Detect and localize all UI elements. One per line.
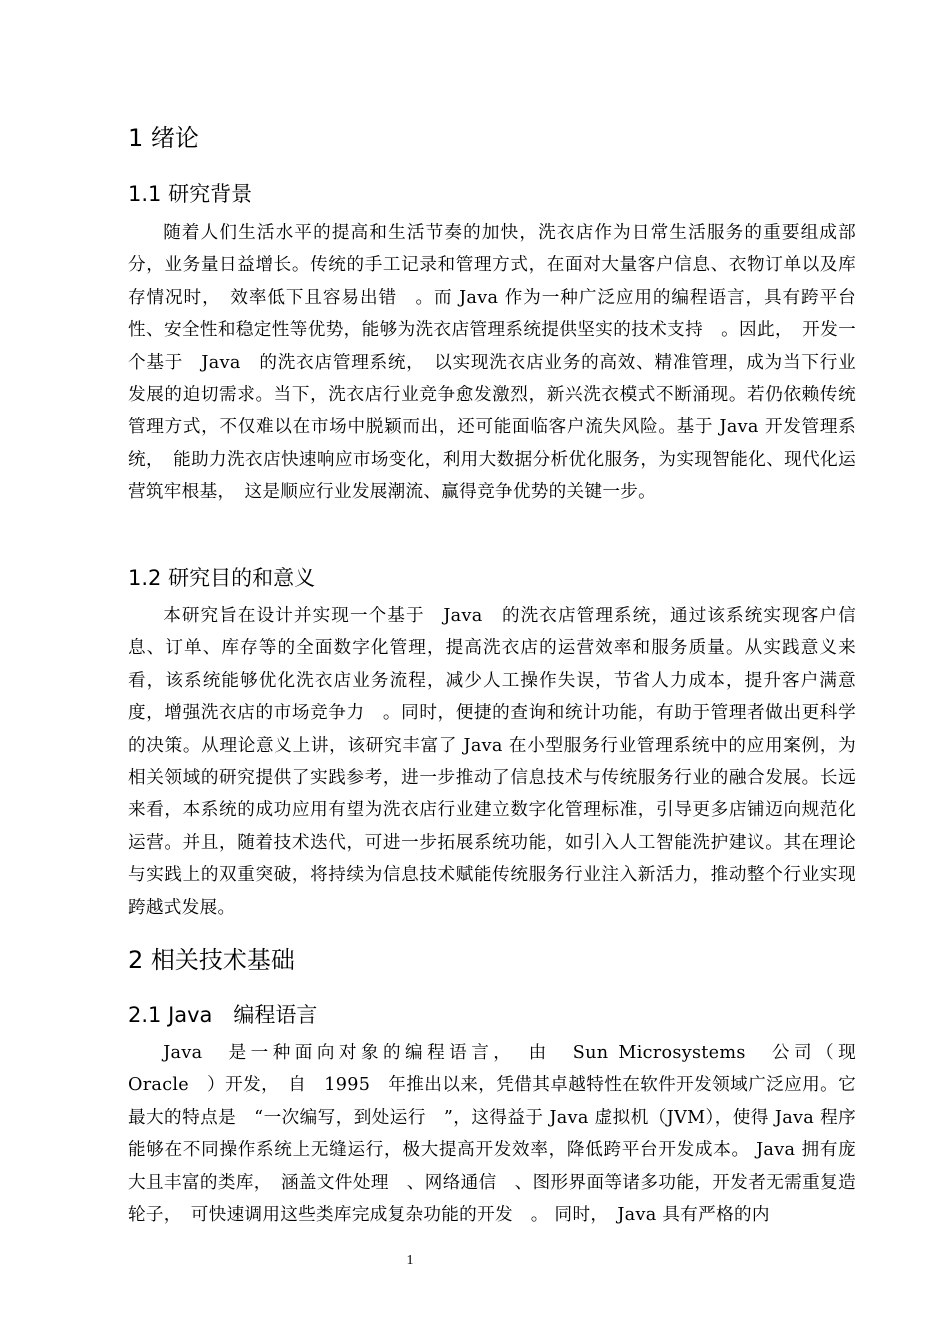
section-2-1-paragraph: Java 是一种面向对象的编程语言， 由 Sun Microsystems 公司（现 Oracle ）开发， 自 1995 年推出以来，凭借其卓越特性在软件开发领域广泛应用。它最大的特点是 “一次编写，到处运行 ”，这得益于 Java 虚拟机（JVM），使得 Java 程序能够在不同操作系统上无缝运行，极大提高开发效率，降低跨平台开发成本。 Java 拥有庞大且丰富的类库， 涵盖文件处理 、网络通信 、图形界面等诸多功能，开发者无需重复造轮子， 可快速调用这些类库完成复杂功能的开发 。 同时， Java 具有严格的内 (128, 1043, 874, 1226)
section-1-1-heading: 1.1 研究背景 (128, 182, 253, 206)
chapter-2-heading: 2 相关技术基础 (128, 946, 295, 974)
chapter-1-heading: 1 绪论 (128, 124, 199, 152)
section-1-2-heading: 1.2 研究目的和意义 (128, 566, 316, 590)
section-1-1-paragraph: 随着人们生活水平的提高和生活节奏的加快，洗衣店作为日常生活服务的重要组成部分，业务量日益增长。传统的手工记录和管理方式，在面对大量客户信息、衣物订单以及库存情况时， 效率低下且容易出错 。而 Java 作为一种广泛应用的编程语言，具有跨平台性、安全性和稳定性等优势，能够为洗衣店管理系统提供坚实的技术支持 。因此， 开发一个基于 Java 的洗衣店管理系统， 以实现洗衣店业务的高效、精准管理，成为当下行业发展的迫切需求。当下，洗衣店行业竞争愈发激烈，新兴洗衣模式不断涌现。若仍依赖传统管理方式，不仅难以在市场中脱颖而出，还可能面临客户流失风险。基于 Java 开发管理系统， 能助力洗衣店快速响应市场变化，利用大数据分析优化服务，为实现智能化、现代化运营筑牢根基， 这是顺应行业发展潮流、赢得竞争优势的关键一步。 (128, 223, 856, 503)
section-2-1-heading: 2.1 Java 编程语言 (128, 1003, 318, 1027)
section-1-2-paragraph: 本研究旨在设计并实现一个基于 Java 的洗衣店管理系统，通过该系统实现客户信息、订单、库存等的全面数字化管理，提高洗衣店的运营效率和服务质量。从实践意义来看，该系统能够优化洗衣店业务流程，减少人工操作失误，节省人力成本，提升客户满意度，增强洗衣店的市场竞争力 。同时，便捷的查询和统计功能，有助于管理者做出更科学的决策。从理论意义上讲，该研究丰富了 Java 在小型服务行业管理系统中的应用案例，为相关领域的研究提供了实践参考，进一步推动了信息技术与传统服务行业的融合发展。长远来看，本系统的成功应用有望为洗衣店行业建立数字化管理标准，引导更多店铺迈向规范化运营。并且，随着技术迭代，可进一步拓展系统功能，如引入人工智能洗护建议。其在理论与实践上的双重突破，将持续为信息技术赋能传统服务行业注入新活力，推动整个行业实现跨越式发展。 (128, 606, 856, 918)
page-number: 1 (406, 1253, 414, 1268)
